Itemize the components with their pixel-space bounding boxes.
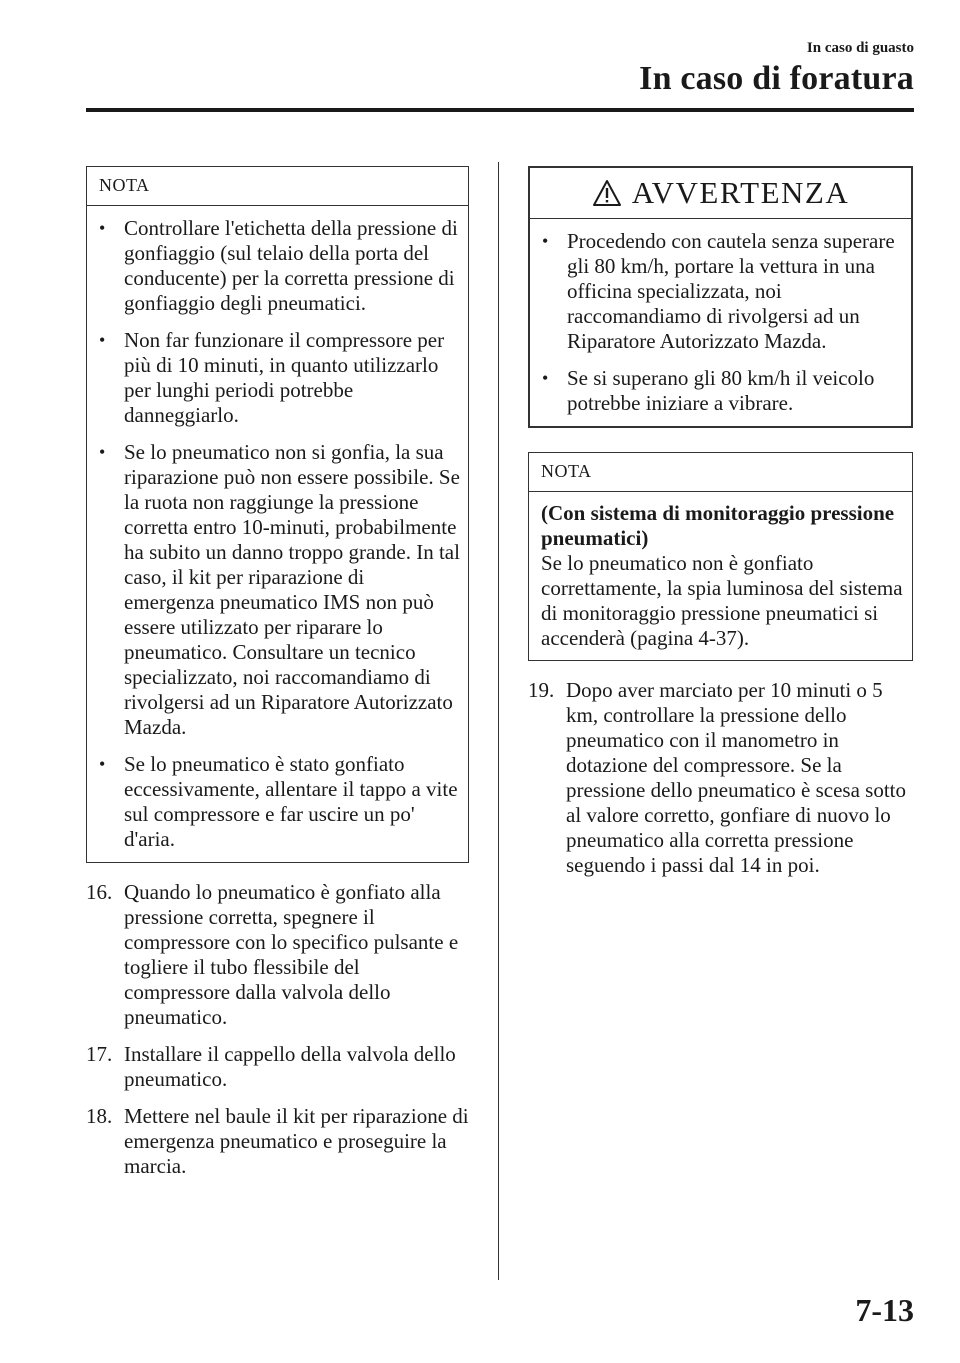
warning-list	[530, 219, 911, 426]
header-rule	[86, 108, 914, 112]
bullet-icon: •	[542, 368, 549, 388]
step-number: 17.	[86, 1042, 113, 1066]
warning-item: • Se si superano gli 80 km/h il veicolo potrebbe iniziare a vibrare.	[542, 366, 875, 415]
nota-header	[529, 453, 912, 492]
nota-item: • Controllare l'etichetta della pressione di gonfiaggio (sul telaio della porta del conducente) per la corretta pressione di gonfiaggio degli pneumatici.	[99, 216, 458, 315]
nota-item: • Non far funzionare il compressore per più di 10 minuti, in quanto utilizzarlo per lunghi periodi potrebbe danneggiarlo.	[99, 328, 445, 427]
nota-title: NOTA	[99, 175, 150, 195]
step-text: Installare il cappello della valvola dello pneumatico.	[124, 1042, 456, 1091]
nota-item: • Se lo pneumatico è stato gonfiato eccessivamente, allentare il tappo a vite sul compressore e far uscire un po' d'aria.	[99, 752, 458, 851]
bullet-icon: •	[99, 442, 106, 462]
left-column	[86, 166, 469, 1179]
step-number: 19.	[528, 678, 555, 702]
step-item	[86, 1104, 469, 1179]
nota-text: Se lo pneumatico non è gonfiato correttamente, la spia luminosa del sistema di monitoraggio pressione pneumatici si accenderà (pagina 4-37).	[541, 551, 903, 650]
right-column	[528, 166, 913, 878]
nota-box-right	[528, 452, 913, 661]
step-text: Quando lo pneumatico è gonfiato alla pressione corretta, spegnere il compressore con lo specifico pulsante e togliere il tubo flessibile del compressore dalla valvola dello pneumatico.	[124, 880, 459, 1029]
bullet-icon: •	[99, 218, 106, 238]
steps-list-left	[86, 880, 469, 1179]
step-number: 16.	[86, 880, 113, 904]
column-divider	[498, 162, 499, 1280]
warning-triangle-icon	[592, 179, 622, 207]
nota-subtitle: (Con sistema di monitoraggio pressione pneumatici)	[541, 501, 895, 550]
bullet-icon: •	[542, 231, 549, 251]
nota-title: NOTA	[541, 461, 592, 481]
warning-header	[530, 168, 911, 219]
nota-list	[87, 206, 468, 862]
page-number: 7-13	[855, 1292, 914, 1328]
warning-item: • Procedendo con cautela senza superare gli 80 km/h, portare la vettura in una officina specializzata, noi raccomandiamo di rivolgersi ad un Riparatore Autorizzato Mazda.	[542, 229, 895, 353]
step-number: 18.	[86, 1104, 113, 1128]
nota-item: • Se lo pneumatico non si gonfia, la sua riparazione può non essere possibile. Se la ruota non raggiunge la pressione corretta entro 10-minuti, probabilmente ha subito un danno troppo grande. In tal caso, il kit per riparazione di emergenza pneumatico IMS non può essere utilizzato per riparare lo pneumatico. Consultare un tecnico specializzato, noi raccomandiamo di rivolgersi ad un Riparatore Autorizzato Mazda.	[99, 440, 460, 739]
bullet-icon: •	[99, 330, 106, 350]
chapter-title: In caso di foratura	[639, 60, 914, 97]
section-label: In caso di guasto	[806, 40, 914, 56]
nota-header	[87, 167, 468, 206]
step-text: Mettere nel baule il kit per riparazione di emergenza pneumatico e proseguire la marcia.	[124, 1104, 469, 1178]
steps-list-right	[528, 678, 913, 878]
warning-title: AVVERTENZA	[631, 175, 850, 210]
nota-body	[529, 492, 912, 660]
step-item	[86, 1042, 469, 1092]
step-text: Dopo aver marciato per 10 minuti o 5 km, controllare la pressione dello pneumatico con il manometro in dotazione del compressore. Se la pressione dello pneumatico è scesa sotto al valore corretto, gonfiare di nuovo lo pneumatico alla corretta pressione seguendo i passi dal 14 in poi.	[566, 678, 906, 877]
step-item	[528, 678, 913, 878]
warning-box	[528, 166, 913, 428]
step-item	[86, 880, 469, 1030]
bullet-icon: •	[99, 754, 106, 774]
nota-box	[86, 166, 469, 863]
